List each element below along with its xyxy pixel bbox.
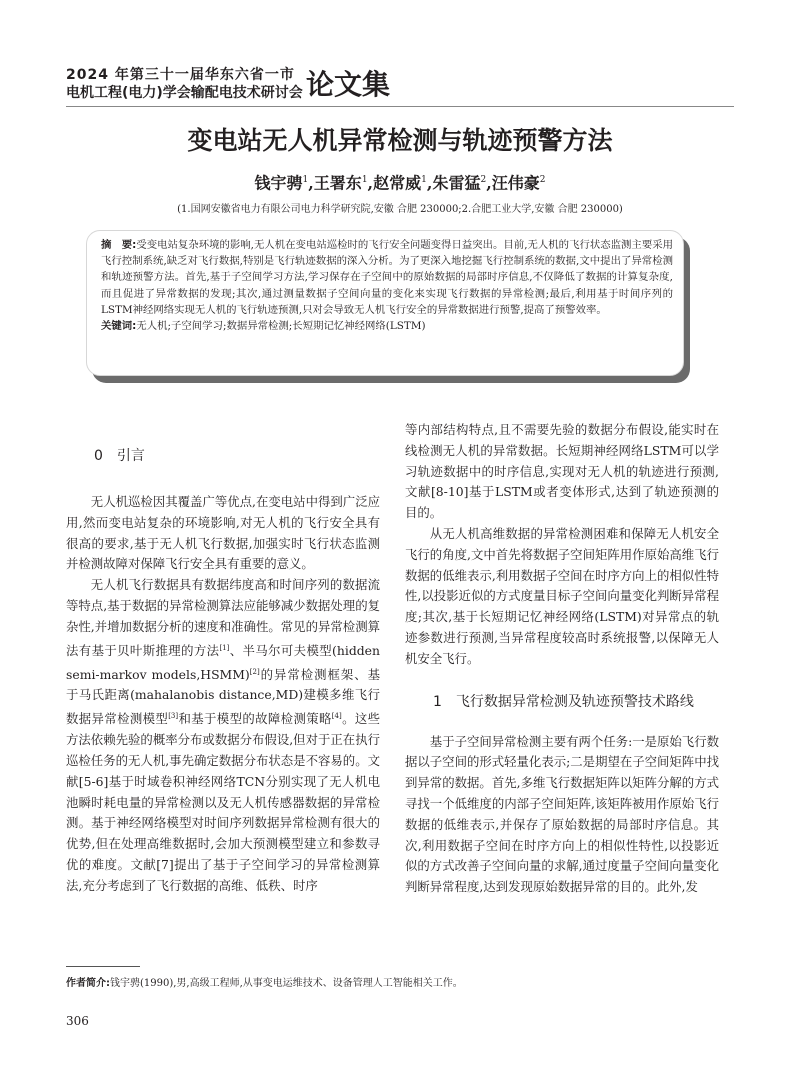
keywords-text: 无人机;子空间学习;数据异常检测;长短期记忆神经网络(LSTM) bbox=[136, 320, 426, 333]
section-heading-technical-route: 1 飞行数据异常检测及轨迹预警技术路线 bbox=[433, 693, 694, 710]
conference-header bbox=[66, 66, 303, 102]
author-affiliation-mark: 1 bbox=[302, 175, 309, 185]
paragraph: 基于子空间异常检测主要有两个任务:一是原始飞行数据以子空间的形式轻量化表示;二是期望在子空间矩阵中找到异常的数据。首先,多维飞行数据矩阵以矩阵分解的方式寻找一个低维度的内部子空间矩阵,该矩阵被用作原始飞行数据的低维表示,并保存了原始数据的局部时序信息。其次,利用数据子空间在时序方向上的相似性特性,以投影近似的方式改善子空间向量的求解,通过度量子空间向量变化判断异常程度,达到发现原始数据异常的目的。此外,发 bbox=[405, 733, 719, 895]
citation: [1] bbox=[219, 643, 230, 652]
abstract-box bbox=[86, 230, 684, 376]
paragraph-text: 无人机飞行数据具有数据纬度高和时间序列的数据流等特点,基于数据的异常检测算法应能够减少数据处理的复杂性,并增加数据分析的速度和准确性。常见的异常检测算法有基于贝叶斯推理的方法 bbox=[66, 577, 380, 658]
left-column bbox=[66, 420, 380, 897]
abstract-label: 摘 要: bbox=[101, 239, 137, 251]
section-heading-introduction: 0 引言 bbox=[94, 448, 145, 464]
author-bio-footnote bbox=[66, 977, 463, 991]
author-affiliation-mark: 1 bbox=[421, 175, 427, 185]
paper-title: 变电站无人机异常检测与轨迹预警方法 bbox=[187, 126, 613, 155]
keywords bbox=[101, 318, 673, 334]
paragraph: 无人机巡检因其覆盖广等优点,在变电站中得到广泛应用,然而变电站复杂的环境影响,对无人机的飞行安全具有很高的要求,基于无人机飞行数据,加强实时飞行状态监测并检测故障对保障飞行安全具有重要的意义。 bbox=[66, 494, 380, 572]
citation: [4] bbox=[331, 712, 342, 721]
citation: [3] bbox=[168, 712, 179, 721]
abstract bbox=[101, 237, 673, 318]
page-number: 306 bbox=[66, 1014, 89, 1028]
author-list: 钱宇骋$^1$,王署东$^1$,赵常威$^1$,朱雷猛$^2$,汪伟豪$^2$ bbox=[254, 173, 546, 193]
conference-line1: 2024 年第三十一届华东六省一市 bbox=[66, 67, 295, 83]
paragraph: 从无人机高维数据的异常检测困难和保障无人机安全飞行的角度,文中首先将数据子空间矩阵用作原始高维飞行数据的低维表示,利用数据子空间在时序方向上的相似性特性,以投影近似的方式度量目标子空间向量变化判断异常程度;其次,基于长短期记忆神经网络(LSTM)对异常点的轨迹参数进行预测,当异常程度较高时系统报警,以保障无人机安全飞行。 bbox=[405, 525, 719, 666]
paragraph-text: 。这些方法依赖先验的概率分布或数据分布假设,但对于正在执行巡检任务的无人机,事先确定数据分布状态是不容易的。文献[5-6]基于时域卷积神经网络TCN分别实现了无人机电池瞬时耗电量的异常检测以及无人机传感器数据的异常检测。基于神经网络模型对时间序列数据异常检测有很大的优势,但在处理高维数据时,会加大预测模型建立和参数寻优的难度。文献[7]提出了基于子空间学习的异常检测算法,充分考虑到了飞行数据的高维、低秩、时序 bbox=[66, 711, 381, 893]
author-affiliation-mark: 2 bbox=[480, 175, 487, 185]
keywords-label: 关键词: bbox=[101, 320, 137, 333]
header-divider bbox=[66, 106, 734, 107]
collection-label: 论文集 bbox=[306, 68, 391, 101]
paragraph bbox=[66, 575, 380, 896]
author-name: 汪伟豪 bbox=[491, 173, 540, 193]
author-name: 钱宇骋 bbox=[254, 173, 303, 193]
footnote-text: 钱宇骋(1990),男,高级工程师,从事变电运维技术、设备管理人工智能相关工作。 bbox=[110, 978, 463, 989]
conference-line2: 电机工程(电力)学会输配电技术研讨会 bbox=[66, 85, 303, 101]
right-column bbox=[405, 420, 719, 898]
author-affiliation-mark: 1 bbox=[361, 175, 368, 185]
footnote-label: 作者简介: bbox=[66, 978, 110, 989]
author-affiliation-mark: 2 bbox=[539, 175, 546, 185]
paragraph-text: 和基于模型的故障检测策略 bbox=[178, 711, 332, 727]
affiliations: (1.国网安徽省电力有限公司电力科学研究院,安徽 合肥 230000;2.合肥工业大学,安徽 合肥 230000) bbox=[177, 204, 623, 215]
abstract-text: 受变电站复杂环境的影响,无人机在变电站巡检时的飞行安全问题变得日益突出。目前,无人机的飞行状态监测主要采用飞行控制系统,缺乏对飞行数据,特别是飞行轨迹数据的深入分析。为了更深入地挖掘飞行控制系统的数据,文中提出了异常检测和轨迹预警方法。首先,基于子空间学习方法,学习保存在子空间中的原始数据的局部时序信息,不仅降低了数据的计算复杂度,而且促进了异常数据的发现;其次,通过测量数据子空间向量的变化来实现飞行数据的异常检测;最后,利用基于时间序列的LSTM神经网络实现无人机的飞行轨迹预测,只对会导致无人机飞行安全的异常数据进行预警,提高了预警效率。 bbox=[101, 239, 673, 316]
author-name: 王署东 bbox=[313, 173, 362, 193]
paragraph-text: 的异常检测框架、基于马氏距离(mahalanobis distance,MD)建模多维飞行数据异常检测模型 bbox=[66, 666, 381, 727]
paragraph-text: 、半马尔可夫模型(hidden semi-markov models,HSMM) bbox=[66, 642, 381, 682]
author-name: 朱雷猛 bbox=[432, 173, 481, 193]
paragraph: 等内部结构特点,且不需要先验的数据分布假设,能实时在线检测无人机的异常数据。长短期神经网络LSTM可以学习轨迹数据中的时序信息,实现对无人机的轨迹进行预测,文献[8-10]基于LSTM或者变体形式,达到了轨迹预测的目的。 bbox=[405, 422, 719, 521]
author-name: 赵常威 bbox=[373, 173, 422, 193]
footnote-divider bbox=[66, 966, 140, 967]
citation: [2] bbox=[249, 667, 260, 676]
